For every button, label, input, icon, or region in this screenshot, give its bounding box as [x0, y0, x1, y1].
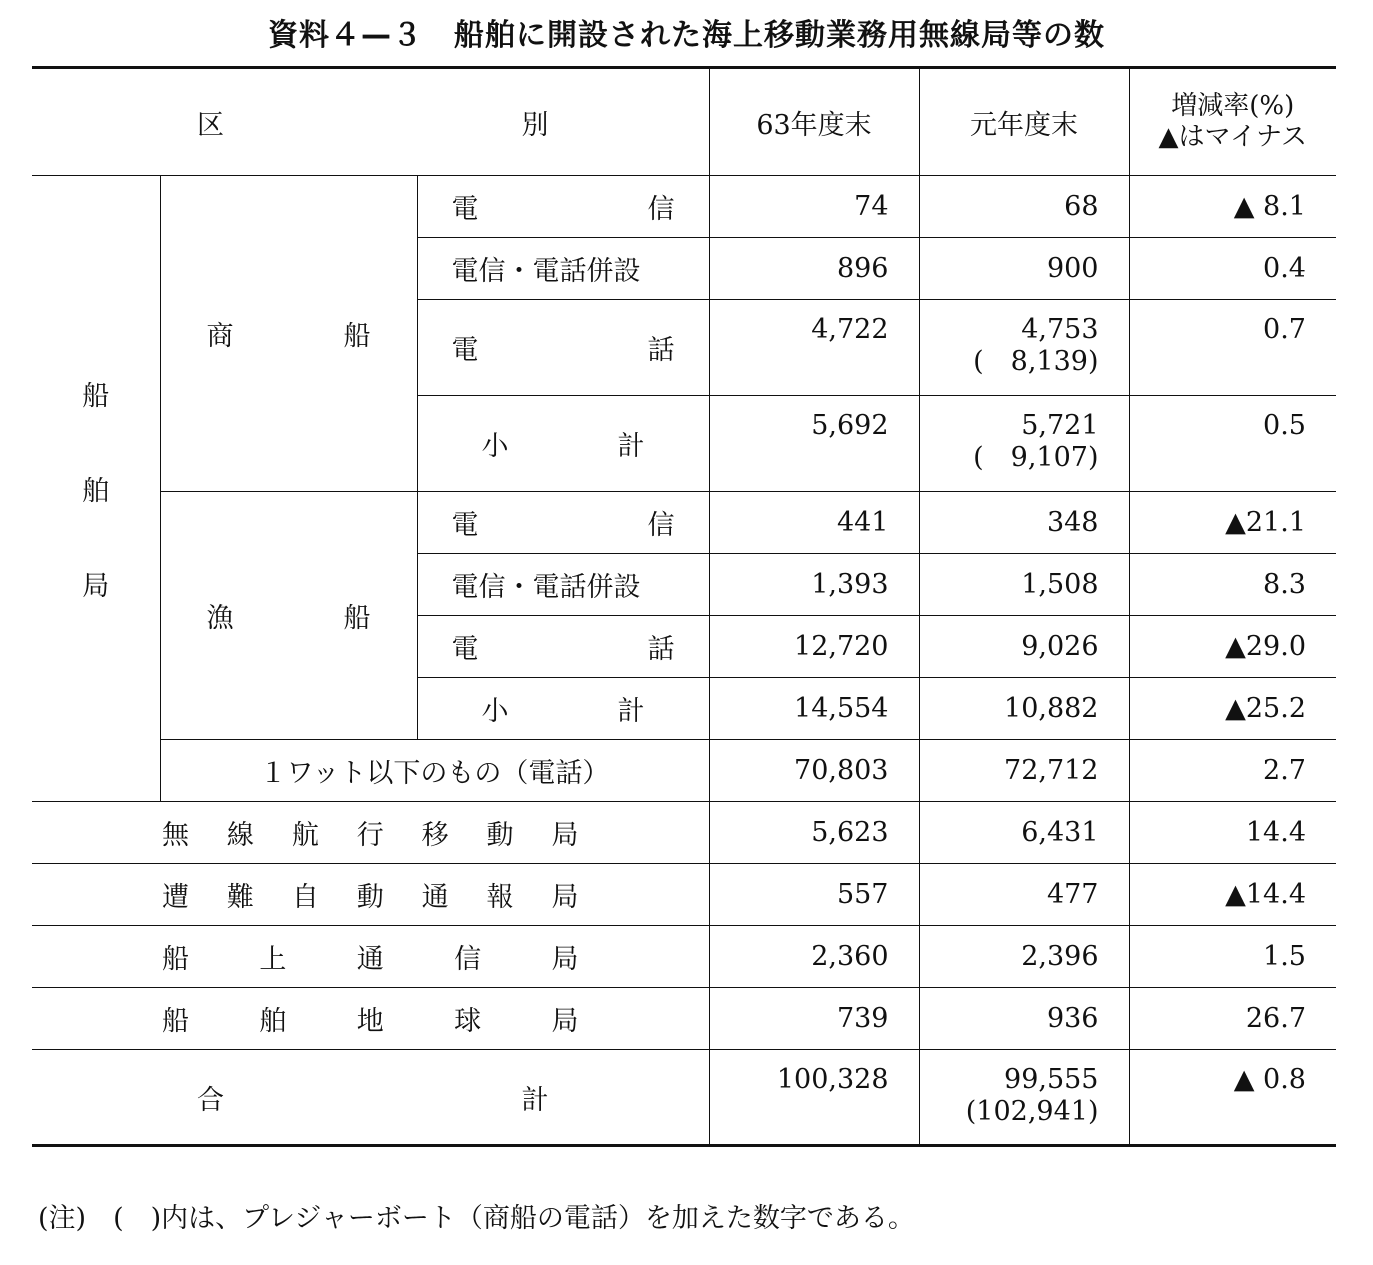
- footnote: (注) ( )内は、プレジャーボート（商船の電話）を加えた数字である。: [38, 1203, 915, 1234]
- label-char: 線: [226, 820, 254, 851]
- value-63: 1,393: [709, 554, 919, 616]
- label-char: 自: [291, 882, 319, 913]
- row-label: [417, 300, 709, 396]
- label-char: 小: [481, 696, 509, 727]
- label-char: 舶: [259, 1006, 287, 1037]
- value-gannen: 1,508: [919, 554, 1129, 616]
- value-gannen: 6,431: [919, 802, 1129, 864]
- table-row: [32, 492, 1336, 554]
- merchant-label-1: 商: [206, 321, 234, 352]
- header-col-gannen: 元年度末: [919, 68, 1129, 176]
- value-63: 70,803: [709, 740, 919, 802]
- label-char: 局: [551, 1006, 579, 1037]
- header-kubun-2: 別: [521, 109, 549, 141]
- value-63: 14,554: [709, 678, 919, 740]
- label-char: 動: [486, 820, 514, 851]
- value-rate: 26.7: [1129, 988, 1336, 1050]
- label-char: 電: [451, 194, 479, 225]
- value-63: 74: [709, 176, 919, 238]
- label-char: 電: [451, 510, 479, 541]
- value-main: 5,721: [1021, 410, 1099, 441]
- label-char: 局: [551, 944, 579, 975]
- label-char: 船: [162, 944, 189, 975]
- table-row-total: [32, 1050, 1336, 1146]
- value-rate: ▲ 0.8: [1129, 1050, 1336, 1146]
- value-gannen: [919, 300, 1129, 396]
- table-row: [32, 926, 1336, 988]
- label-char: 計: [617, 431, 645, 462]
- value-gannen: 68: [919, 176, 1129, 238]
- value-63: 12,720: [709, 616, 919, 678]
- label-char: 信: [454, 944, 482, 975]
- label-char: 行: [356, 820, 384, 851]
- row-label: [32, 864, 709, 926]
- header-rate-1: 増減率(%): [1171, 90, 1295, 121]
- fishing-label-2: 船: [343, 603, 371, 634]
- row-label: [417, 678, 709, 740]
- stations-table: [32, 66, 1336, 1147]
- group-ship-station: [32, 176, 160, 802]
- row-label: １ワット以下のもの（電話）: [160, 740, 709, 802]
- value-rate: 2.7: [1129, 740, 1336, 802]
- value-63: 5,623: [709, 802, 919, 864]
- header-col-rate: [1129, 68, 1336, 176]
- value-gannen: 477: [919, 864, 1129, 926]
- value-gannen: 2,396: [919, 926, 1129, 988]
- value-63: 4,722: [709, 300, 919, 396]
- value-gannen: 348: [919, 492, 1129, 554]
- label-char: 通: [356, 944, 384, 975]
- label-char: 移: [421, 820, 449, 851]
- value-rate: ▲25.2: [1129, 678, 1336, 740]
- group-char: 船: [82, 381, 110, 412]
- value-rate: 8.3: [1129, 554, 1336, 616]
- value-gannen: 900: [919, 238, 1129, 300]
- value-rate: 1.5: [1129, 926, 1336, 988]
- label-char: 計: [521, 1084, 549, 1116]
- label-char: 話: [647, 634, 675, 665]
- label-char: 通: [421, 882, 449, 913]
- page-title: 資料４—３ 船舶に開設された海上移動業務用無線局等の数: [268, 18, 1105, 53]
- table-row: [32, 740, 1336, 802]
- row-label: [417, 616, 709, 678]
- header-kubun-1: 区: [197, 109, 224, 141]
- label-char: 船: [162, 1006, 189, 1037]
- row-label: 電信・電話併設: [417, 554, 709, 616]
- value-rate: ▲29.0: [1129, 616, 1336, 678]
- value-rate: ▲14.4: [1129, 864, 1336, 926]
- fishing-label-1: 漁: [206, 603, 234, 634]
- value-gannen: 10,882: [919, 678, 1129, 740]
- label-char: 電: [451, 634, 479, 665]
- group-merchant: [160, 176, 417, 492]
- label-char: 局: [551, 820, 579, 851]
- label-char: 話: [647, 335, 675, 366]
- value-63: 896: [709, 238, 919, 300]
- group-char: 舶: [82, 476, 110, 507]
- label-char: 信: [647, 194, 675, 225]
- header-col-63: 63年度末: [709, 68, 919, 176]
- value-gannen: [919, 396, 1129, 492]
- label-char: 地: [356, 1006, 384, 1037]
- value-paren: ( 8,139): [973, 346, 1099, 378]
- value-gannen: 936: [919, 988, 1129, 1050]
- value-rate: 0.4: [1129, 238, 1336, 300]
- label-char: 動: [356, 882, 384, 913]
- table-header-row: [32, 68, 1336, 176]
- label-char: 局: [551, 882, 579, 913]
- table-row: [32, 988, 1336, 1050]
- value-main: 4,753: [1021, 314, 1099, 345]
- value-paren: ( 9,107): [973, 442, 1099, 474]
- label-char: 遭: [162, 882, 189, 913]
- row-label: [32, 1050, 709, 1146]
- label-char: 無: [162, 820, 189, 851]
- group-char: 局: [82, 571, 110, 602]
- row-label: [32, 926, 709, 988]
- group-fishing: [160, 492, 417, 740]
- merchant-label-2: 船: [343, 321, 371, 352]
- value-rate: 14.4: [1129, 802, 1336, 864]
- row-label: [417, 492, 709, 554]
- value-gannen: [919, 1050, 1129, 1146]
- value-rate: 0.5: [1129, 396, 1336, 492]
- label-char: 電: [451, 335, 479, 366]
- table-row: [32, 864, 1336, 926]
- value-rate: 0.7: [1129, 300, 1336, 396]
- value-rate: ▲21.1: [1129, 492, 1336, 554]
- label-char: 難: [226, 882, 254, 913]
- value-63: 441: [709, 492, 919, 554]
- row-label: 電信・電話併設: [417, 238, 709, 300]
- table-row: [32, 802, 1336, 864]
- value-main: 99,555: [1004, 1064, 1099, 1095]
- value-63: 557: [709, 864, 919, 926]
- label-char: 報: [486, 882, 514, 913]
- row-label: [32, 802, 709, 864]
- value-63: 739: [709, 988, 919, 1050]
- value-63: 5,692: [709, 396, 919, 492]
- label-char: 上: [259, 944, 287, 975]
- label-char: 信: [647, 510, 675, 541]
- table-row: [32, 176, 1336, 238]
- row-label: [417, 396, 709, 492]
- label-char: 小: [481, 431, 509, 462]
- label-char: 球: [454, 1006, 482, 1037]
- header-rate-2: ▲はマイナス: [1158, 122, 1307, 152]
- value-paren: (102,941): [965, 1096, 1099, 1128]
- label-char: 合: [197, 1084, 224, 1116]
- row-label: [417, 176, 709, 238]
- label-char: 計: [617, 696, 645, 727]
- value-gannen: 72,712: [919, 740, 1129, 802]
- header-kubun: [32, 68, 709, 176]
- row-label: [32, 988, 709, 1050]
- value-63: 2,360: [709, 926, 919, 988]
- label-char: 航: [291, 820, 319, 851]
- value-gannen: 9,026: [919, 616, 1129, 678]
- value-63: 100,328: [709, 1050, 919, 1146]
- value-rate: ▲ 8.1: [1129, 176, 1336, 238]
